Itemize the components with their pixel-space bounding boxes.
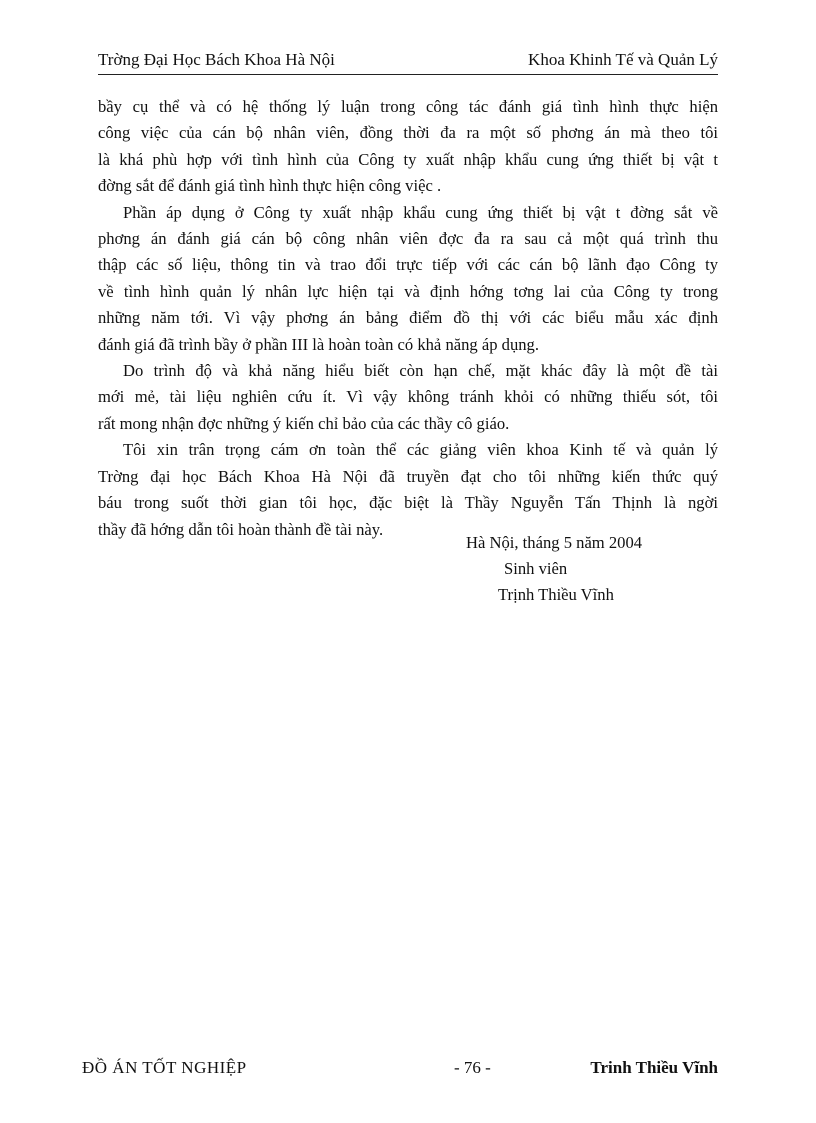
text-line: thập các số liệu, thông tin và trao đổi trực tiếp với các cán bộ lãnh đạo Công ty [98,255,718,275]
signature-block [462,530,672,608]
text-line: về tình hình quản lý nhân lực hiện tại và định hớng tơng lai của Công ty trong [98,281,718,301]
text-line: là khá phù hợp với tình hình của Công ty xuất nhập khẩu cung ứng thiết bị vật t [98,149,718,169]
text-line: công việc của cán bộ nhân viên, đồng thời đa ra một số phơng án mà theo tôi [98,123,718,143]
footer-author: Trinh Thiều Vĩnh [590,1058,718,1077]
header-faculty: Khoa Khinh Tế và Quản Lý [528,50,718,69]
text-line: thầy đã hớng dẫn tôi hoàn thành đề tài này. [98,519,384,539]
page-footer [82,1058,718,1084]
text-line: bầy cụ thể và có hệ thống lý luận trong công tác đánh giá tình hình thực hiện [98,97,718,116]
text-line: Phần áp dụng ở Công ty xuất nhập khẩu cung ứng thiết bị vật t đờng sắt về [123,202,718,222]
text-line: Tôi xin trân trọng cám ơn toàn thể các giảng viên khoa Kinh tế và quản lý [123,440,718,460]
footer-document-type: ĐỒ ÁN TỐT NGHIỆP [82,1058,247,1077]
text-line: những năm tới. Vì vậy phơng án bảng điểm đồ thị với các biểu mẫu xác định [98,308,718,328]
paragraph-3 [98,358,718,437]
text-line: Do trình độ và khả năng hiểu biết còn hạn chế, mặt khác đây là một đề tài [123,361,718,381]
text-line: Trờng đại học Bách Khoa Hà Nội đã truyền đạt cho tôi những kiến thức quý [98,466,718,486]
text-line: đờng sắt để đánh giá tình hình thực hiện công việc . [98,176,442,196]
document-body [98,94,718,543]
page-header [98,46,718,75]
text-line: đánh giá đã trình bầy ở phần III là hoàn toàn có khả năng áp dụng. [98,334,539,354]
page-number: - 76 - [454,1058,491,1077]
text-line: phơng án đánh giá cán bộ công nhân viên đợc đa ra sau cả một quá trình thu [98,229,718,249]
paragraph-4 [98,437,718,543]
text-line: mới mẻ, tài liệu nghiên cứu ít. Vì vậy không tránh khỏi có những thiếu sót, tôi [98,387,718,407]
header-university: Trờng Đại Học Bách Khoa Hà Nội [98,50,335,69]
signature-name: Trịnh Thiều Vĩnh [498,585,614,604]
text-line: báu trong suốt thời gian tôi học, đặc biệt là Thầy Nguyễn Tấn Thịnh là ngời [98,493,718,513]
paragraph-1 [98,94,718,200]
signature-role: Sinh viên [504,559,568,578]
text-line: rất mong nhận đợc những ý kiến chỉ bảo của các thầy cô giáo. [98,413,510,433]
signature-place-date: Hà Nội, tháng 5 năm 2004 [466,533,643,552]
paragraph-2 [98,200,718,358]
